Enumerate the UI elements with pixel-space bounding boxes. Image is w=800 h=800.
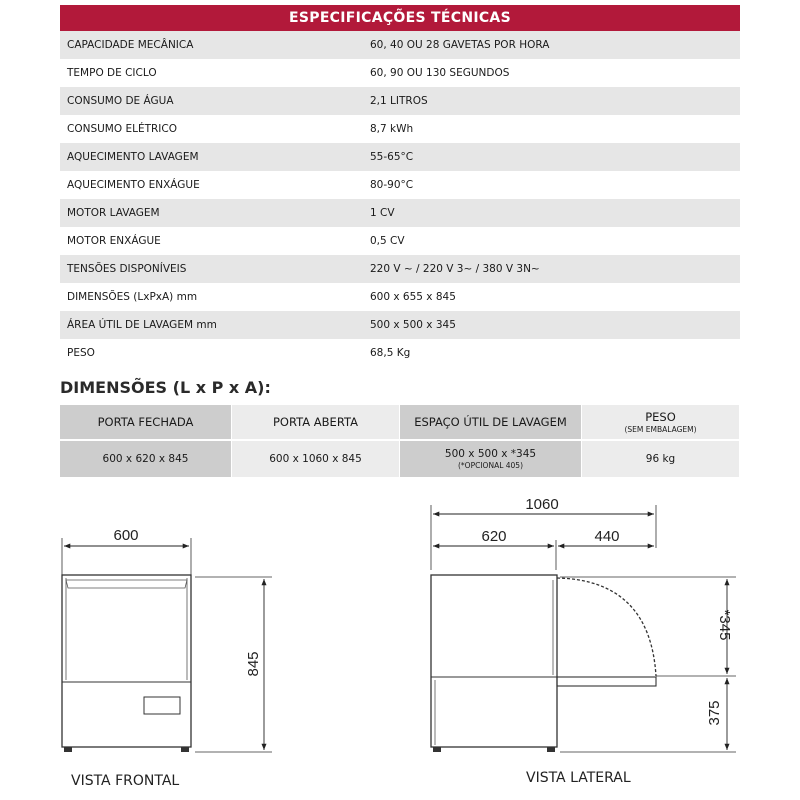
value-text: 600 x 620 x 845 [102,453,189,465]
dimensions-title: DIMENSÕES (L x P x A): [60,378,271,397]
spec-value: 600 x 655 x 845 [370,291,456,303]
foot [181,747,189,752]
spec-label: MOTOR LAVAGEM [67,207,160,219]
control-panel [144,697,180,714]
side-body-depth-label: 620 [481,528,507,545]
spec-label: MOTOR ENXÁGUE [67,235,161,247]
header-label: PORTA FECHADA [97,415,194,429]
spec-label: TEMPO DE CICLO [67,67,157,79]
spec-label: AQUECIMENTO ENXÁGUE [67,179,200,191]
spec-label: CAPACIDADE MECÂNICA [67,39,194,51]
value-subtext: (*OPCIONAL 405) [458,461,523,470]
side-view-drawing [431,496,736,752]
header-label: ESPAÇO ÚTIL DE LAVAGEM [414,415,567,429]
header-label: PORTA ABERTA [273,415,358,429]
value-text: 96 kg [645,453,676,465]
spec-label: DIMENSÕES (LxPxA) mm [67,291,198,303]
spec-value: 60, 40 OU 28 GAVETAS POR HORA [370,39,550,51]
spec-value: 500 x 500 x 345 [370,319,456,331]
spec-label: AQUECIMENTO LAVAGEM [67,151,199,163]
foot [433,747,441,752]
spec-value: 220 V ~ / 220 V 3~ / 380 V 3N~ [370,263,540,275]
spec-value: 0,5 CV [370,235,405,247]
front-width-label: 600 [113,527,139,544]
spec-value: 80-90°C [370,179,414,191]
spec-table-title: ESPECIFICAÇÕES TÉCNICAS [60,5,740,31]
side-total-depth-label: 1060 [525,496,559,513]
spec-label: PESO [67,347,95,359]
front-machine-body [62,575,191,747]
front-view-drawing [62,527,272,752]
door-swing-arc [557,578,656,676]
spec-label: TENSÕES DISPONÍVEIS [67,263,187,275]
side-door-depth-label: 440 [594,528,620,545]
spec-value: 55-65°C [370,151,414,163]
spec-value: 68,5 Kg [370,347,411,359]
front-view-label: VISTA FRONTAL [71,773,180,789]
spec-value: 2,1 LITROS [370,95,428,107]
spec-value: 1 CV [370,207,395,219]
spec-label: ÁREA ÚTIL DE LAVAGEM mm [67,319,217,331]
value-text: 500 x 500 x *345 [444,448,537,460]
spec-value: 60, 90 OU 130 SEGUNDOS [370,67,510,79]
side-view-label: VISTA LATERAL [526,770,631,786]
foot [547,747,555,752]
spec-value: 8,7 kWh [370,123,414,135]
foot [64,747,72,752]
header-label: PESO [645,410,676,424]
spec-label: CONSUMO DE ÁGUA [67,95,174,107]
open-door-panel [557,677,656,686]
front-height-label: 845 [245,651,262,677]
side-lower-height-label: 375 [706,700,723,726]
side-upper-height-label: *345 [716,609,733,641]
header-sublabel: (SEM EMBALAGEM) [624,425,697,434]
value-text: 600 x 1060 x 845 [269,453,362,465]
side-machine-body [431,575,557,747]
spec-label: CONSUMO ELÉTRICO [67,123,177,135]
